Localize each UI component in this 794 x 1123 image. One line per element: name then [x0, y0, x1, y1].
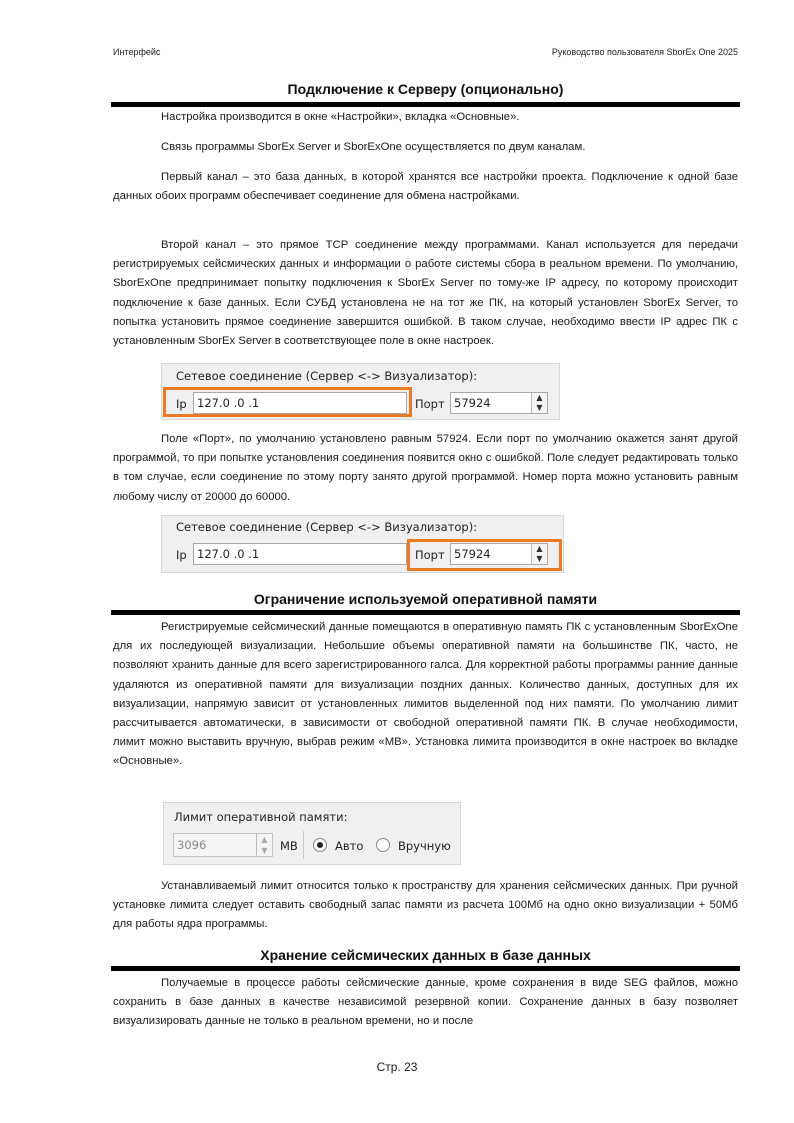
- spin-down-icon[interactable]: ▼: [536, 554, 543, 563]
- spin-up-icon[interactable]: ▲: [536, 393, 543, 402]
- section-title-memory-limit: Ограничение используемой оперативной памяти: [253, 591, 598, 607]
- network-group-label: Сетевое соединение (Сервер <-> Визуализатор):: [176, 520, 478, 534]
- manual-radio-label[interactable]: Вручную: [398, 839, 451, 853]
- memory-limit-input[interactable]: [173, 833, 273, 857]
- port-input[interactable]: [450, 392, 548, 414]
- paragraph: Устанавливаемый лимит относится только к пространству для хранения сейсмических данных. При ручной установке лимита следует оставить свободный запас памяти из расчета 100Мб на одно окно визуализации + 50Мб для работы ядра программы.: [113, 880, 738, 931]
- memory-limit-panel: [163, 802, 461, 865]
- paragraph: Связь программы SborEx Server и SborExOne осуществляется по двум каналам.: [161, 141, 586, 153]
- port-value: 57924: [454, 547, 491, 561]
- running-header-left: Интерфейс: [113, 47, 161, 57]
- port-label: Порт: [415, 548, 445, 562]
- section-rule: [111, 102, 740, 107]
- port-spinner[interactable]: [531, 393, 547, 413]
- ip-address-input[interactable]: 127.0 .0 .1: [193, 392, 407, 414]
- paragraph: Регистрируемые сейсмический данные помещаются в оперативную память ПК с установленным SborExOne для их последующей визуализации. Небольшие объемы оперативной памяти на большинстве ПК, часто, не позволяют хранить данные для всего зарегистрированного галса. Для корректной работы программы ранние данные удаляются из оперативной памяти для визуализации поздних данных. Количество данных, доступных для их визуализации, напрямую зависит от установленных лимитов выделенной под них памяти. По умолчанию лимит рассчитывается автоматически, в зависимости от свободной оперативной памяти ПК. В случае необходимости, лимит можно выставить вручную, выбрав режим «MB». Установка лимита производится в окне настроек во вкладке «Основные».: [113, 621, 738, 768]
- memory-unit-label: MB: [280, 839, 298, 853]
- memory-spinner[interactable]: [256, 834, 272, 856]
- network-group-label: Сетевое соединение (Сервер <-> Визуализатор):: [176, 369, 478, 383]
- port-value: 57924: [454, 396, 491, 410]
- ip-label: Ip: [176, 397, 187, 411]
- auto-radio-label[interactable]: Авто: [335, 839, 364, 853]
- paragraph: Второй канал – это прямое TCP соединение между программами. Канал используется для передачи регистрируемых сейсмических данных и информации о работе системы сбора в реальном времени. По умолчанию, SborExOne предпринимает попытку подключения к SborEx Server по тому-же IP адресу, по которому происходит подключение к базе данных. Если СУБД установлена не на тот же ПК, на который установлен SborEx Server, то попытка установить прямое соединение завершится ошибкой. В таком случае, необходимо ввести IP адрес ПК с установленным SborEx Server в соответствующее поле в окне настроек.: [113, 239, 738, 348]
- paragraph: Поле «Порт», по умолчанию установлено равным 57924. Если порт по умолчанию окажется занят другой программой, то при попытке установления соединения появится окно с ошибкой. Поле следует редактировать только в том случае, если соединение по этому порту занято другой программой. Номер порта можно установить равным любому числу от 20000 до 60000.: [113, 433, 738, 503]
- running-header-right: Руководство пользователя SborEx One 2025: [551, 47, 738, 57]
- memory-limit-value: 3096: [177, 838, 207, 852]
- network-settings-panel: [161, 363, 560, 420]
- highlight-frame: [163, 387, 412, 417]
- ip-address-input[interactable]: 127.0 .0 .1: [193, 543, 407, 565]
- spin-down-icon[interactable]: ▼: [536, 403, 543, 412]
- section-title-db-storage: Хранение сейсмических данных в базе данных: [260, 947, 591, 963]
- section-title-server-connection: Подключение к Серверу (опционально): [287, 81, 564, 97]
- memory-limit-label: Лимит оперативной памяти:: [174, 810, 348, 824]
- ip-label: Ip: [176, 548, 187, 562]
- manual-radio[interactable]: [376, 838, 390, 852]
- spin-down-icon[interactable]: ▼: [261, 845, 268, 855]
- auto-radio[interactable]: [313, 838, 327, 852]
- paragraph: Первый канал – это база данных, в которой хранятся все настройки проекта. Подключение к одной базе данных обоих программ обеспечивает соединение для обмена настройками.: [113, 171, 738, 203]
- spin-up-icon[interactable]: ▲: [536, 544, 543, 553]
- page-number: Стр. 23: [376, 1060, 418, 1074]
- paragraph: Настройка производится в окне «Настройки», вкладка «Основные».: [161, 111, 520, 123]
- divider: [303, 831, 304, 859]
- section-rule: [111, 610, 740, 615]
- spin-up-icon[interactable]: ▲: [261, 834, 268, 844]
- paragraph: Получаемые в процессе работы сейсмические данные, кроме сохранения в виде SEG файлов, можно сохранить в базе данных в качестве независимой резервной копии. Сохранение данных в базу позволяет визуализировать данные не только в реальном времени, но и после: [113, 977, 738, 1028]
- section-rule: [111, 966, 740, 971]
- network-settings-panel: [161, 515, 564, 573]
- port-label: Порт: [415, 397, 445, 411]
- highlight-frame: [407, 539, 562, 571]
